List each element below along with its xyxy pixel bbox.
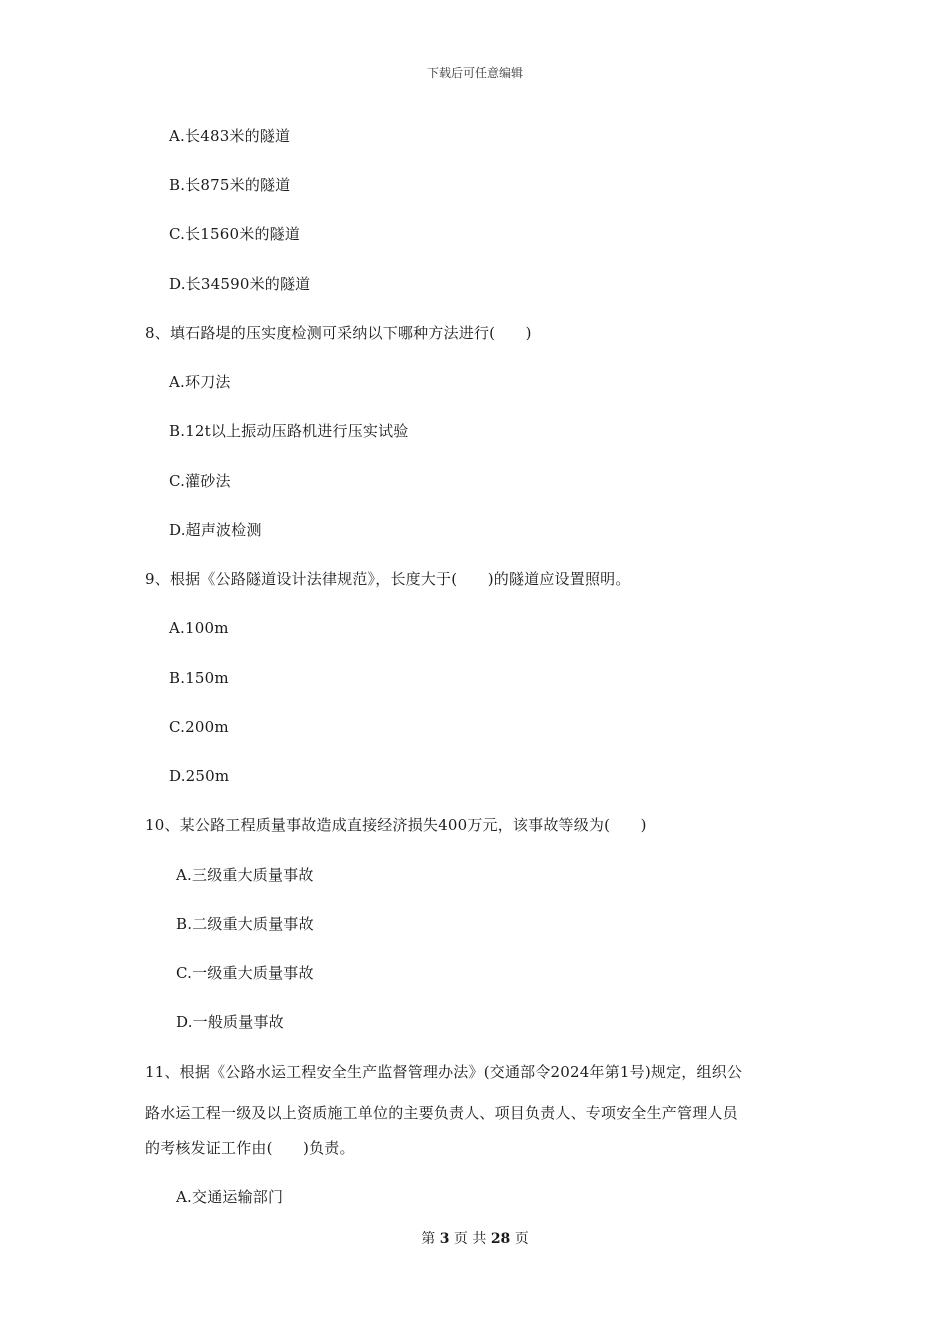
q9-option-a: A.100m <box>169 619 229 637</box>
q8-option-a: A.环刀法 <box>169 373 231 391</box>
q7-option-b: B.长875米的隧道 <box>169 176 291 194</box>
q10-option-a: A.三级重大质量事故 <box>176 866 314 884</box>
page-header: 下载后可任意编辑 <box>426 66 523 80</box>
q9-option-b: B.150m <box>169 669 229 687</box>
q8-option-c: C.灌砂法 <box>169 472 231 490</box>
q8-option-d: D.超声波检测 <box>169 521 262 539</box>
question-9: 9、根据《公路隧道设计法律规范》，长度大于( )的隧道应设置照明。 <box>145 570 631 588</box>
q7-option-d: D.长34590米的隧道 <box>169 275 311 293</box>
q10-option-b: B.二级重大质量事故 <box>176 915 314 933</box>
q9-option-d: D.250m <box>169 767 230 785</box>
page-footer <box>0 1228 950 1248</box>
q10-option-d: D.一般质量事故 <box>176 1013 284 1031</box>
current-page-number: 3 <box>439 1231 450 1247</box>
footer-suffix: 页 <box>514 1231 529 1247</box>
total-page-number: 28 <box>490 1231 511 1247</box>
footer-middle: 页 共 <box>453 1231 487 1247</box>
footer-prefix: 第 <box>421 1231 436 1247</box>
q9-option-c: C.200m <box>169 718 229 736</box>
question-8: 8、填石路堤的压实度检测可采纳以下哪种方法进行( ) <box>145 324 532 342</box>
q8-option-b: B.12t以上振动压路机进行压实试验 <box>169 422 409 440</box>
question-10: 10、某公路工程质量事故造成直接经济损失400万元，该事故等级为( ) <box>145 816 647 834</box>
q11-option-a: A.交通运输部门 <box>176 1188 284 1206</box>
question-11-line-1: 11、根据《公路水运工程安全生产监督管理办法》(交通部令2024年第1号)规定，组织公 <box>145 1063 743 1081</box>
question-11-line-3: 的考核发证工作由( )负责。 <box>145 1139 355 1157</box>
q7-option-a: A.长483米的隧道 <box>169 127 291 145</box>
q10-option-c: C.一级重大质量事故 <box>176 964 314 982</box>
question-11-line-2: 路水运工程一级及以上资质施工单位的主要负责人、项目负责人、专项安全生产管理人员 <box>145 1104 738 1122</box>
q7-option-c: C.长1560米的隧道 <box>169 225 301 243</box>
